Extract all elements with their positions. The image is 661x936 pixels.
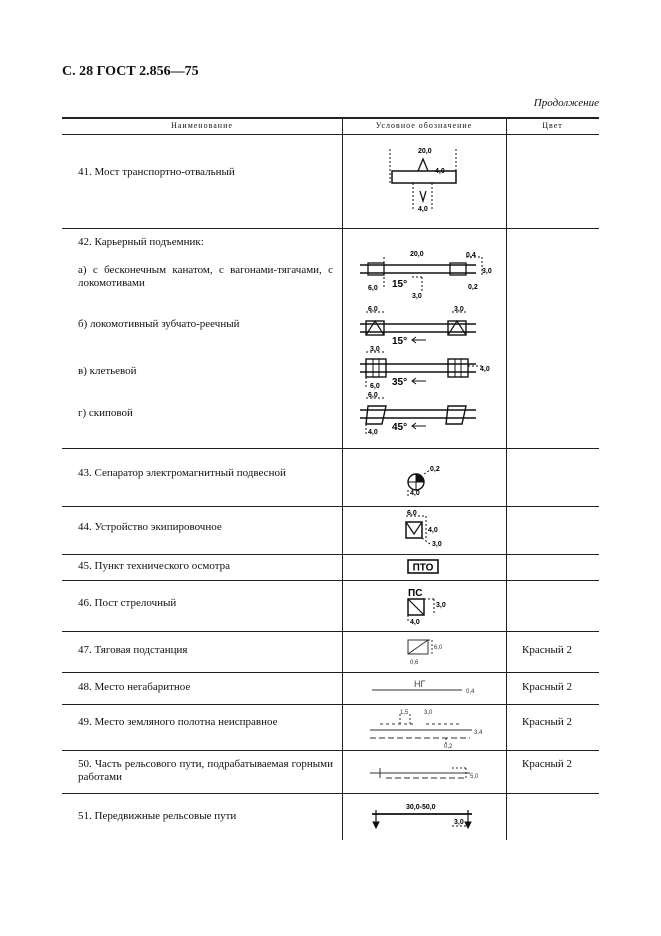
- row-name-44: 44. Устройство экипировочное: [78, 521, 222, 533]
- s41-bottom-dim: 4,0: [418, 206, 428, 213]
- s47-r-dim: 6,0: [434, 645, 443, 651]
- row-sub-42b: б) локомотивный зубчато-реечный: [78, 318, 240, 330]
- row-name-48: 48. Место негабаритное: [78, 681, 191, 693]
- row-name-43: 43. Сепаратор электромагнитный подвесной: [78, 467, 286, 479]
- column-divider: [506, 117, 507, 840]
- s42b-t1-dim: 6,0: [368, 306, 378, 313]
- symbol-47-traction-substation: [402, 632, 452, 668]
- row-separator: [62, 554, 599, 555]
- row-color-47: Красный 2: [522, 644, 573, 656]
- s42b-t2-dim: 3,0: [454, 306, 464, 313]
- row-sub-42a: а) с бесконечным канатом, с вагонами-тягачами, с локомотивами: [78, 264, 333, 289]
- symbol-48-oversize: [370, 676, 482, 698]
- row-separator: [62, 750, 599, 751]
- row-separator: [62, 448, 599, 449]
- s42d-angle: 45°: [392, 422, 408, 433]
- row-separator: [62, 704, 599, 705]
- s50-r-dim: 5,0: [470, 774, 479, 780]
- row-separator: [62, 506, 599, 507]
- s43-r-dim: 0,2: [430, 466, 440, 473]
- s44-r2-dim: 3,0: [432, 541, 442, 548]
- row-name-50: 50. Часть рельсового пути, подрабатываемая горными работами: [78, 758, 333, 783]
- s49-b-dim: 0,2: [444, 744, 453, 750]
- s41-top-dim: 20,0: [418, 148, 432, 155]
- symbol-42d-skip: [356, 390, 486, 440]
- s42c-r1-dim: 4,0: [480, 366, 490, 373]
- s42a-b1-dim: 6,0: [368, 285, 378, 292]
- row-name-41: 41. Мост транспортно-отвальный: [78, 166, 235, 178]
- row-color-49: Красный 2: [522, 716, 573, 728]
- s51-r-dim: 3,0: [454, 819, 464, 826]
- s49-t1-dim: 1,5: [400, 710, 409, 716]
- header-separator: [62, 134, 599, 135]
- s42a-top-dim: 20,0: [410, 251, 424, 258]
- s42a-b2-dim: 3,0: [412, 293, 422, 300]
- s48-label: НГ: [414, 679, 426, 689]
- symbol-42b-rack-locomotive: [356, 304, 486, 349]
- symbol-42c-cage: [356, 344, 496, 394]
- symbol-42a-endless-rope: [356, 247, 496, 302]
- row-color-50: Красный 2: [522, 758, 573, 770]
- symbol-43-separator: [398, 460, 448, 500]
- s41-right-dim: 4,0: [435, 168, 445, 175]
- column-header-name: Наименование: [171, 121, 233, 130]
- s42a-angle: 15°: [392, 279, 408, 290]
- symbol-50-undermined-track: [366, 762, 486, 786]
- table-top-border: [62, 117, 599, 119]
- row-name-49: 49. Место земляного полотна неисправное: [78, 716, 278, 728]
- column-header-color: Цвет: [542, 121, 563, 130]
- s42d-b1-dim: 4,0: [368, 429, 378, 436]
- s42b-angle: 15°: [392, 336, 408, 347]
- s42c-t1-dim: 3,0: [370, 346, 380, 353]
- row-separator: [62, 228, 599, 229]
- symbol-51-movable-track: [366, 800, 486, 836]
- column-header-symbol: Условное обозначение: [375, 121, 473, 130]
- s51-t-dim: 30,0-50,0: [406, 804, 436, 811]
- s43-b-dim: 4,0: [410, 490, 420, 497]
- continuation-label: Продолжение: [533, 97, 599, 109]
- row-separator: [62, 631, 599, 632]
- row-separator: [62, 793, 599, 794]
- row-color-48: Красный 2: [522, 681, 573, 693]
- column-divider: [342, 117, 343, 840]
- s42a-r1-dim: 0,4: [466, 252, 476, 259]
- symbol-45-pto: [406, 558, 442, 576]
- row-name-46: 46. Пост стрелочный: [78, 597, 177, 609]
- symbol-44-equipment: [396, 508, 456, 550]
- s42c-angle: 35°: [392, 377, 408, 388]
- row-name-47: 47. Тяговая подстанция: [78, 644, 188, 656]
- s49-r-dim: 3,4: [474, 730, 483, 736]
- row-sub-42d: г) скиповой: [78, 407, 133, 419]
- s46-r-dim: 3,0: [436, 602, 446, 609]
- s47-b-dim: 0,6: [410, 660, 419, 666]
- s45-label: ПТО: [412, 562, 434, 574]
- row-sub-42c: в) клетьевой: [78, 365, 137, 377]
- s46-b-dim: 4,0: [410, 619, 420, 626]
- s42d-t1-dim: 6,0: [368, 392, 378, 399]
- symbol-46-switch-post: [402, 584, 452, 626]
- row-name-45: 45. Пункт технического осмотра: [78, 560, 231, 572]
- symbol-41-bridge: [380, 143, 470, 218]
- s46-label: ПС: [408, 588, 423, 599]
- row-name-51: 51. Передвижные рельсовые пути: [78, 810, 237, 822]
- row-separator: [62, 580, 599, 581]
- symbol-49-roadbed-faulty: [366, 706, 486, 750]
- s44-r1-dim: 4,0: [428, 527, 438, 534]
- s42a-r3-dim: 0,2: [468, 284, 478, 291]
- s42c-b1-dim: 6,0: [370, 383, 380, 390]
- row-separator: [62, 672, 599, 673]
- row-name-42: 42. Карьерный подъемник:: [78, 236, 204, 248]
- page-header: С. 28 ГОСТ 2.856—75: [62, 64, 199, 79]
- s44-t-dim: 6,0: [407, 510, 417, 517]
- s48-r-dim: 0,4: [466, 689, 475, 695]
- s42a-r2-dim: 3,0: [482, 268, 492, 275]
- s49-t2-dim: 3,0: [424, 710, 433, 716]
